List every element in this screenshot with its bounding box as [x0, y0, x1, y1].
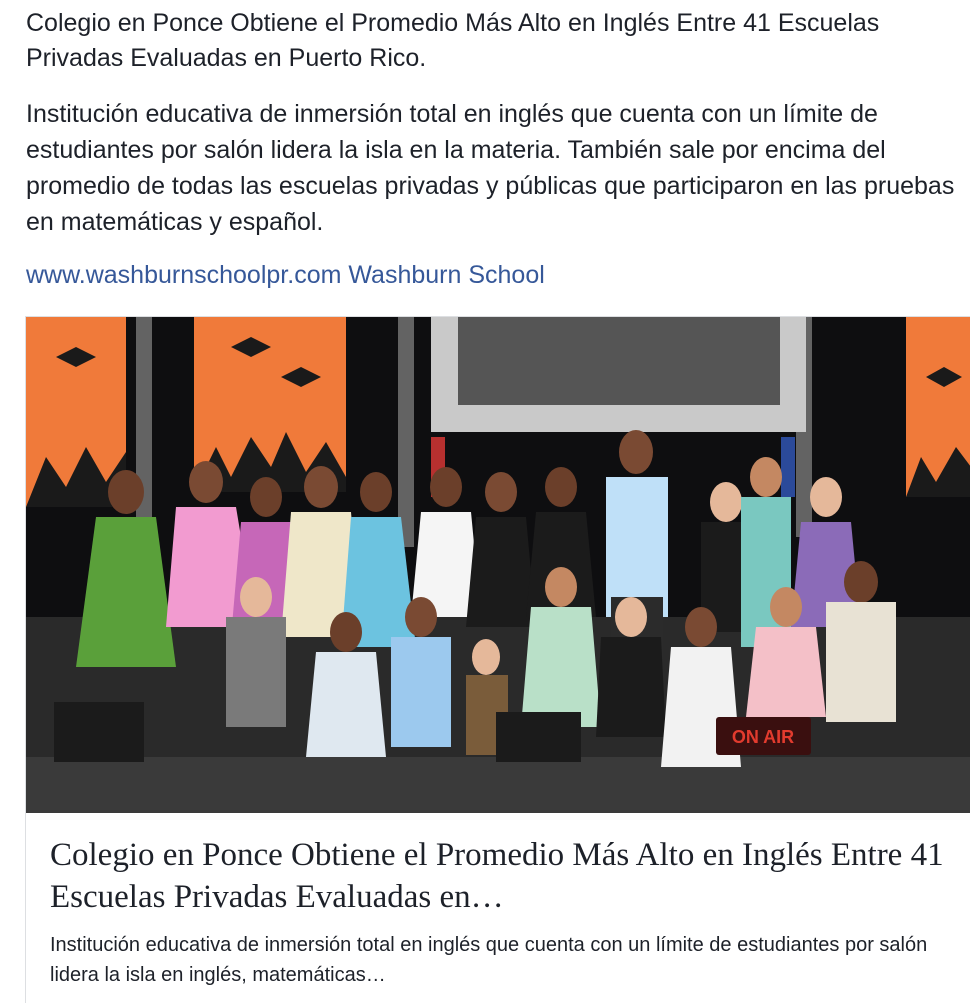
card-body[interactable]	[26, 814, 970, 1003]
card-title[interactable]: Colegio en Ponce Obtiene el Promedio Más Alto en Inglés Entre 41 Escuelas Privadas Evaluadas en…	[50, 837, 944, 915]
truss-mid	[398, 317, 414, 547]
speaker-center	[496, 712, 581, 762]
link-preview-card[interactable]	[25, 316, 970, 1003]
page-link-washburn-school[interactable]: Washburn School	[348, 261, 545, 289]
card-image[interactable]	[26, 317, 970, 813]
flag-pr	[781, 437, 795, 497]
post-links	[26, 258, 545, 292]
on-air-text: ON AIR	[731, 727, 795, 747]
speaker-left	[54, 702, 144, 762]
stage-edge	[26, 757, 970, 813]
card-description: Institución educativa de inmersión total en inglés que cuenta con un límite de estudiantes por salón lidera la isla en inglés, matemáticas…	[50, 934, 928, 986]
website-link[interactable]: www.washburnschoolpr.com	[26, 261, 342, 289]
post-title: Colegio en Ponce Obtiene el Promedio Más Alto en Inglés Entre 41 Escuelas Privadas Evaluadas en Puerto Rico.	[26, 9, 880, 72]
post-body-text: Institución educativa de inmersión total en inglés que cuenta con un límite de estudiantes por salón lidera la isla en la materia. También sale por encima del promedio de todas las escuelas privadas y públicas que participaron en las pruebas en matemáticas y español.	[26, 100, 955, 236]
screen	[458, 317, 780, 405]
